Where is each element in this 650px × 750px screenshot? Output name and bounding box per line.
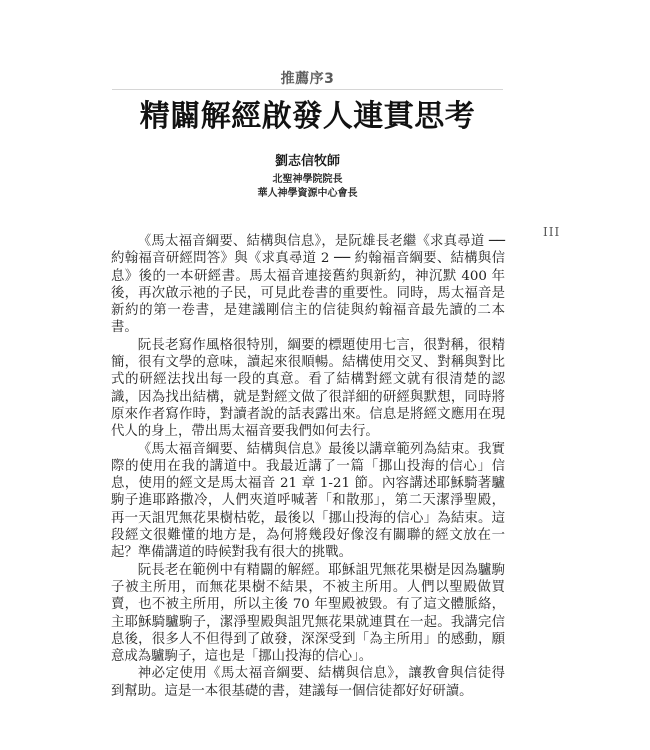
author-affiliation: 北聖神學院院長	[272, 174, 343, 185]
paragraph: 阮長老在範例中有精闢的解經。耶穌詛咒無花果樹是因為驢駒子被主所用，而無花果樹不結果，不被主所用。人們以聖殿做買賣，也不被主所用，所以主後 70 年聖殿被毀。有了這文體脈絡，主耶穌騎驢駒子，潔淨聖殿與詛咒無花果就連貫在一起。我講完信息後，很多人不但得到了啟發，深深受到「為主所用」的感動，願意成為驢駒子，這也是「挪山投海的信心」。	[111, 562, 505, 665]
header-divider	[112, 89, 503, 90]
section-label: 推薦序3	[280, 71, 335, 87]
paragraph: 《馬太福音綱要、結構與信息》，是阮雄長老繼《求真尋道 ── 約翰福音研經問答》與《求真尋道 2 ── 約翰福音綱要、結構與信息》後的一本研經書。馬太福音連接舊約與新約，神沉默 400 年後，再次啟示祂的子民，可見此卷書的重要性。同時，馬太福音是新約的第一卷書，是建議剛信主的信徒與約翰福音最先讀的二本書。	[111, 234, 505, 336]
author-name: 劉志信牧師	[274, 154, 340, 169]
body-text	[111, 233, 505, 700]
paragraph: 《馬太福音綱要、結構與信息》最後以講章範列為結束。我實際的使用在我的講道中。我最近講了一篇「挪山投海的信心」信息，使用的經文是馬太福音 21 章 1-21 節。內容講述耶穌騎著驢駒子進耶路撒冷，人們夾道呼喊著「和散那」，第二天潔淨聖殿，再一天詛咒無花果樹枯乾，最後以「挪山投海的信心」為結束。這段經文很難懂的地方是，為何將幾段好像沒有關聯的經文放在一起？準備講道的時候對我有很大的挑戰。	[111, 441, 505, 561]
author-affiliation: 華人神學資源中心會長	[257, 188, 358, 199]
paragraph: 神必定使用《馬太福音綱要、結構與信息》，讓教會與信徒得到幫助。這是一本很基礎的書，建議每一個信徒都好好研讀。	[111, 666, 505, 699]
page-title: 精闢解經啟發人連貫思考	[139, 99, 476, 134]
paragraph: 阮長老寫作風格很特別，綱要的標題使用七言，很對稱，很精簡，很有文學的意味，讀起來很順暢。結構使用交叉、對稱與對比式的研經法找出每一段的真意。看了結構對經文就有很清楚的認識，因為找出結構，就是對經文做了很詳細的研經與默想，同時將原來作者寫作時，對讀者說的話表露出來。信息是將經文應用在現代人的身上，帶出馬太福音要我們如何去行。	[111, 337, 505, 440]
page-number: III	[543, 225, 561, 239]
